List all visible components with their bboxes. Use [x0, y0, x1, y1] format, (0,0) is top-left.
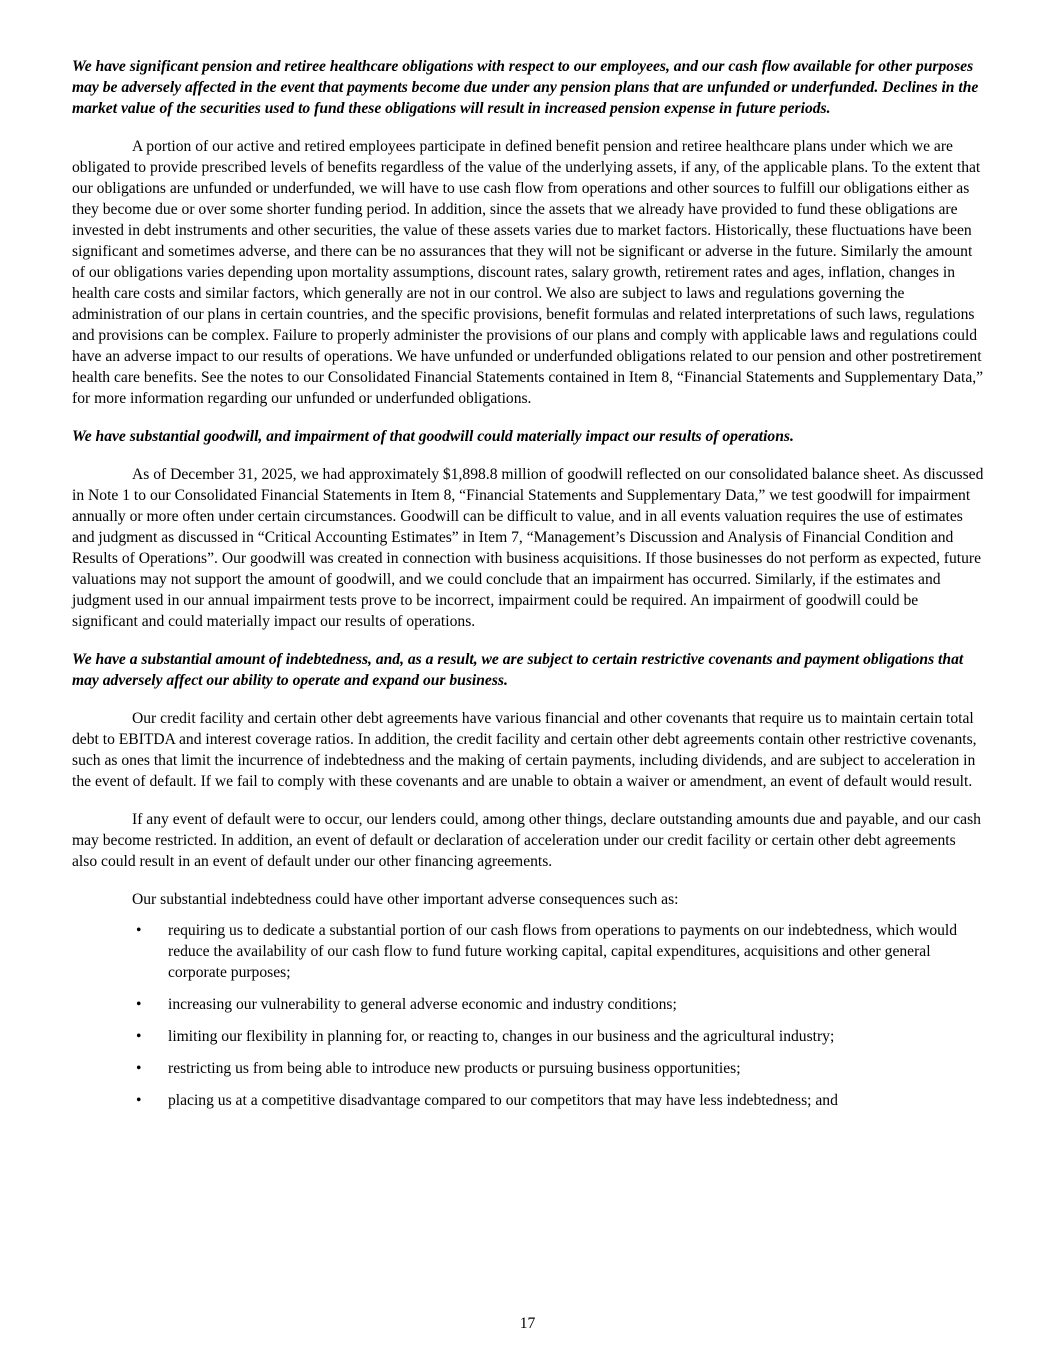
- bullet-icon: •: [136, 1028, 142, 1045]
- body-paragraph: Our credit facility and certain other debt agreements have various financial and other covenants that require us to maintain certain total debt to EBITDA and interest coverage ratios. In addition, the credit facility and certain other debt agreements contain other restrictive covenants, such as ones that limit the incurrence of indebtedness and the making of certain payments, including dividends, and are subject to acceleration in the event of default. If we fail to comply with these covenants and are unable to obtain a waiver or amendment, an event of default would result.: [72, 710, 977, 790]
- section-heading: We have a substantial amount of indebtedness, and, as a result, we are subject to certain restrictive covenants and payment obligations that may adversely affect our ability to operate and expand our business.: [72, 651, 964, 689]
- list-item-text: restricting us from being able to introduce new products or pursuing business opportunities;: [168, 1060, 741, 1077]
- body-paragraph: If any event of default were to occur, our lenders could, among other things, declare outstanding amounts due and payable, and our cash may become restricted. In addition, an event of default or declaration of acceleration under our credit facility or certain other debt agreements also could result in an event of default under our other financing agreements.: [72, 811, 981, 870]
- list-item-text: requiring us to dedicate a substantial portion of our cash flows from operations to payments on our indebtedness, which would reduce the availability of our cash flow to fund future working capital, capital expenditures, acquisitions and other general corporate purposes;: [168, 922, 958, 981]
- consequences-list: [72, 920, 984, 1111]
- document-page: [72, 56, 984, 1122]
- list-item: [72, 994, 984, 1015]
- section-heading: We have substantial goodwill, and impairment of that goodwill could materially impact our results of operations.: [72, 428, 794, 445]
- list-item: [72, 1090, 984, 1111]
- bullet-icon: •: [136, 1060, 142, 1077]
- section-heading: We have significant pension and retiree healthcare obligations with respect to our employees, and our cash flow available for other purposes may be adversely affected in the event that payments become due under any pension plans that are unfunded or underfunded. Declines in the market value of the securities used to fund these obligations will result in increased pension expense in future periods.: [72, 58, 979, 117]
- bullet-icon: •: [136, 922, 142, 939]
- bullet-icon: •: [136, 996, 142, 1013]
- list-item-text: placing us at a competitive disadvantage compared to our competitors that may have less indebtedness; and: [168, 1092, 838, 1109]
- list-item: [72, 1026, 984, 1047]
- list-item: [72, 920, 984, 983]
- section-goodwill: [72, 426, 984, 632]
- section-pension: [72, 56, 984, 409]
- body-paragraph: As of December 31, 2025, we had approximately $1,898.8 million of goodwill reflected on our consolidated balance sheet. As discussed in Note 1 to our Consolidated Financial Statements in Item 8, “Financial Statements and Supplementary Data,” we test goodwill for impairment annually or more often under certain circumstances. Goodwill can be difficult to value, and in all events valuation requires the use of estimates and judgment as discussed in “Critical Accounting Estimates” in Item 7, “Management’s Discussion and Analysis of Financial Condition and Results of Operations”. Our goodwill was created in connection with business acquisitions. If those businesses do not perform as expected, future valuations may not support the amount of goodwill, and we could conclude that an impairment has occurred. Similarly, if the estimates and judgment used in our annual impairment tests prove to be incorrect, impairment could be required. An impairment of goodwill could be significant and could materially impact our results of operations.: [72, 466, 984, 630]
- section-indebtedness: [72, 649, 984, 1111]
- list-item-text: limiting our flexibility in planning for, or reacting to, changes in our business and the agricultural industry;: [168, 1028, 835, 1045]
- list-intro: Our substantial indebtedness could have other important adverse consequences such as:: [132, 891, 679, 908]
- body-paragraph: A portion of our active and retired employees participate in defined benefit pension and retiree healthcare plans under which we are obligated to provide prescribed levels of benefits regardless of the value of the underlying assets, if any, of the applicable plans. To the extent that our obligations are unfunded or underfunded, we will have to use cash flow from operations and other sources to fulfill our obligations either as they become due or over some shorter funding period. In addition, since the assets that we already have provided to fund these obligations are invested in debt instruments and other securities, the value of these assets varies due to market factors. Historically, these fluctuations have been significant and sometimes adverse, and there can be no assurances that they will not be significant or adverse in the future. Similarly the amount of our obligations varies depending upon mortality assumptions, discount rates, salary growth, retirement rates and ages, inflation, changes in health care costs and similar factors, which generally are not in our control. We also are subject to laws and regulations governing the administration of our plans in certain countries, and the specific provisions, benefit formulas and related interpretations of such laws, regulations and provisions can be complex. Failure to properly administer the provisions of our plans and comply with applicable laws and regulations could have an adverse impact to our results of operations. We have unfunded or underfunded obligations related to our pension and other postretirement health care benefits. See the notes to our Consolidated Financial Statements contained in Item 8, “Financial Statements and Supplementary Data,” for more information regarding our unfunded or underfunded obligations.: [72, 138, 984, 407]
- list-item-text: increasing our vulnerability to general adverse economic and industry conditions;: [168, 996, 677, 1013]
- bullet-icon: •: [136, 1092, 142, 1109]
- list-item: [72, 1058, 984, 1079]
- page-number: 17: [519, 1315, 536, 1332]
